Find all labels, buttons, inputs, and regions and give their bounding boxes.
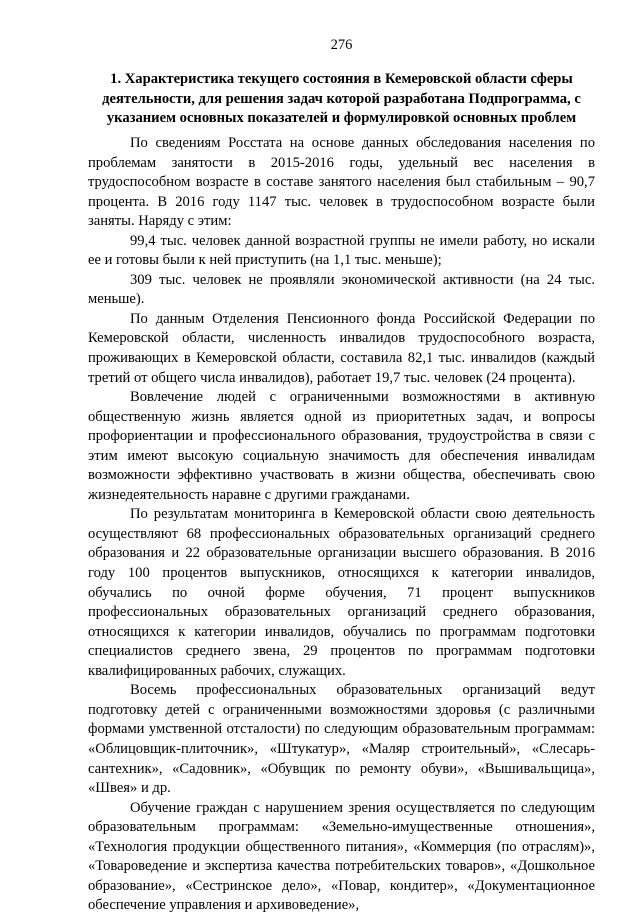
paragraph: По данным Отделения Пенсионного фонда Российской Федерации по Кемеровской области, численность инвалидов трудоспособного возраста, проживающих в Кемеровской области, составила 82,1 тыс. инвалидов (каждый третий от общего числа инвалидов), работает 19,7 тыс. человек (24 процента). bbox=[88, 310, 595, 386]
paragraph: 99,4 тыс. человек данной возрастной группы не имели работу, но искали ее и готовы были к ней приступить (на 1,1 тыс. меньше); bbox=[88, 232, 595, 269]
paragraph: 309 тыс. человек не проявляли экономической активности (на 24 тыс. меньше). bbox=[88, 271, 595, 308]
paragraph: Восемь профессиональных образовательных организаций ведут подготовку детей с ограниченными возможностями здоровья (с различными формами умственной отсталости) по следующим образовательным программам: «Облицовщик-плиточник», «Штукатур», «Маляр строительный», «Слесарь-сантехник», «Садовник», «Обувщик по ремонту обуви», «Вышивальщица», «Швея» и др. bbox=[88, 682, 595, 797]
page-number: 276 bbox=[330, 37, 353, 53]
section-heading: 1. Характеристика текущего состояния в Кемеровской области сферы деятельности, для решения задач которой разработана Подпрограмма, с указанием основных показателей и формулировкой основных проблем bbox=[102, 71, 581, 126]
paragraph: Обучение граждан с нарушением зрения осуществляется по следующим образовательным программам: «Земельно-имущественные отношения», «Технология продукции общественного питания», «Коммерция (по отраслям)», «Товароведение и экспертиза качества потребительских товаров», «Дошкольное образование», «Сестринское дело», «Повар, кондитер», «Документационное обеспечение управления и архивоведение», bbox=[88, 799, 595, 914]
paragraph: Вовлечение людей с ограниченными возможностями в активную общественную жизнь является одной из приоритетных задач, и вопросы профориентации и профессионального образования, трудоустройства в связи с этим имеют высокую социальную значимость для обеспечения инвалидам возможности эффективно участвовать в жизни общества, обеспечивать свою жизнедеятельность наравне с другими гражданами. bbox=[88, 389, 595, 503]
body-text bbox=[88, 134, 595, 916]
paragraph: По сведениям Росстата на основе данных обследования населения по проблемам занятости в 2015-2016 годы, удельный вес населения в трудоспособном возрасте в составе занятого населения был стабильным – 90,7 процента. В 2016 году 1147 тыс. человек в трудоспособном возрасте были заняты. Наряду с этим: bbox=[88, 135, 595, 230]
paragraph: По результатам мониторинга в Кемеровской области свою деятельность осуществляют 68 профессиональных образовательных организаций среднего образования и 22 образовательные организации высшего образования. В 2016 году 100 процентов выпускников, относящихся к категории инвалидов, обучались по очной форме обучения, 71 процент выпускников профессиональных образовательных организаций среднего образования, относящихся к категории инвалидов, обучались по программам подготовки специалистов среднего звена, 29 процентов по программам подготовки квалифицированных рабочих, служащих. bbox=[88, 506, 595, 679]
